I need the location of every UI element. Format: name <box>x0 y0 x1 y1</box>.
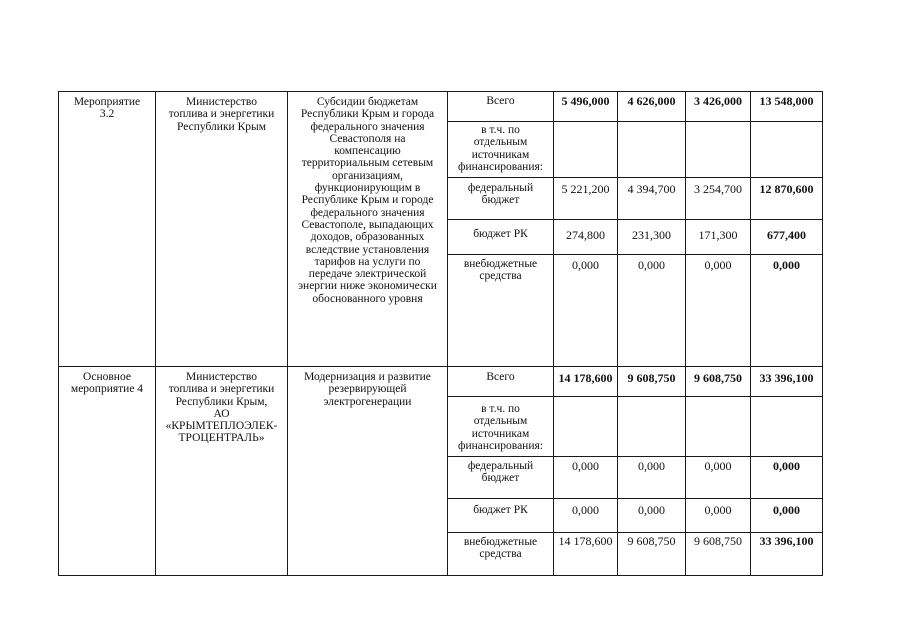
col-border <box>822 91 823 576</box>
value-cell: 0,000 <box>572 503 599 517</box>
event-name: Основное мероприятие 4 <box>70 371 144 396</box>
value-total: 0,000 <box>773 503 800 517</box>
value-total: 0,000 <box>773 258 800 272</box>
value-cell: 5 496,000 <box>561 94 610 108</box>
source-label: внебюджетные средства <box>463 258 538 283</box>
event-description: Субсидии бюджетам Республики Крым и города федерального значения Севастополя на компенсацию территориальным сетевым организациям, функционирующим в Республике Крым и городе федерального значения Севастополе, выпадающих доходов, образованных вследствие установления тарифов на услуги по передаче электрической энергии ниже экономически обоснованного уровня <box>298 96 437 305</box>
col-border <box>155 91 156 576</box>
subrow-divider <box>447 219 823 220</box>
value-total: 33 396,100 <box>759 371 814 385</box>
subrow-divider <box>447 532 823 533</box>
subrow-divider <box>447 498 823 499</box>
event-name: Мероприятие 3.2 <box>73 96 141 121</box>
value-cell: 0,000 <box>638 503 665 517</box>
subrow-divider <box>447 254 823 255</box>
executor: Министерство топлива и энергетики Республики Крым, АО «КРЫМТЕПЛОЭЛЕК- ТРОЦЕНТРАЛЬ» <box>165 371 278 445</box>
value-cell: 0,000 <box>572 459 599 473</box>
value-cell: 5 221,200 <box>561 182 610 196</box>
source-label: внебюджетные средства <box>463 536 538 561</box>
value-cell: 3 254,700 <box>694 182 742 196</box>
value-total: 13 548,000 <box>759 94 814 108</box>
subrow-divider <box>447 396 823 397</box>
value-cell: 0,000 <box>704 258 732 272</box>
value-cell: 0,000 <box>704 459 732 473</box>
source-label: в т.ч. по отдельным источникам финансирования: <box>458 124 543 173</box>
value-cell: 4 626,000 <box>627 94 676 108</box>
value-cell: 9 608,750 <box>694 534 742 548</box>
executor: Министерство топлива и энергетики Республики Крым <box>168 96 275 133</box>
table-top-border <box>58 91 823 92</box>
value-cell: 0,000 <box>638 459 665 473</box>
value-total: 677,400 <box>767 228 806 242</box>
value-cell: 0,000 <box>572 258 599 272</box>
value-cell: 14 178,600 <box>558 534 613 548</box>
value-cell: 3 426,000 <box>694 94 742 108</box>
subrow-divider <box>447 177 823 178</box>
value-cell: 231,300 <box>632 228 671 242</box>
value-cell: 4 394,700 <box>627 182 676 196</box>
source-label: бюджет РК <box>473 504 528 516</box>
value-cell: 14 178,600 <box>558 371 613 385</box>
event-description: Модернизация и развитие резервирующей электрогенерации <box>304 371 431 408</box>
col-border <box>58 91 59 576</box>
value-cell: 171,300 <box>698 228 738 242</box>
source-label: бюджет РК <box>473 228 528 240</box>
source-label: федеральный бюджет <box>467 182 534 207</box>
value-cell: 0,000 <box>704 503 732 517</box>
table-bottom-border <box>58 575 823 576</box>
value-cell: 0,000 <box>638 258 665 272</box>
source-label: федеральный бюджет <box>467 460 534 485</box>
value-total: 12 870,600 <box>759 182 814 196</box>
value-cell: 9 608,750 <box>627 371 676 385</box>
value-cell: 9 608,750 <box>694 371 742 385</box>
subrow-divider <box>447 121 823 122</box>
value-cell: 9 608,750 <box>627 534 676 548</box>
source-label: Всего <box>486 95 515 107</box>
source-label: в т.ч. по отдельным источникам финансирования: <box>458 403 543 452</box>
value-total: 0,000 <box>773 459 800 473</box>
subrow-divider <box>447 456 823 457</box>
source-label: Всего <box>486 371 515 383</box>
row-divider <box>58 366 823 367</box>
value-total: 33 396,100 <box>759 534 814 548</box>
value-cell: 274,800 <box>566 228 605 242</box>
